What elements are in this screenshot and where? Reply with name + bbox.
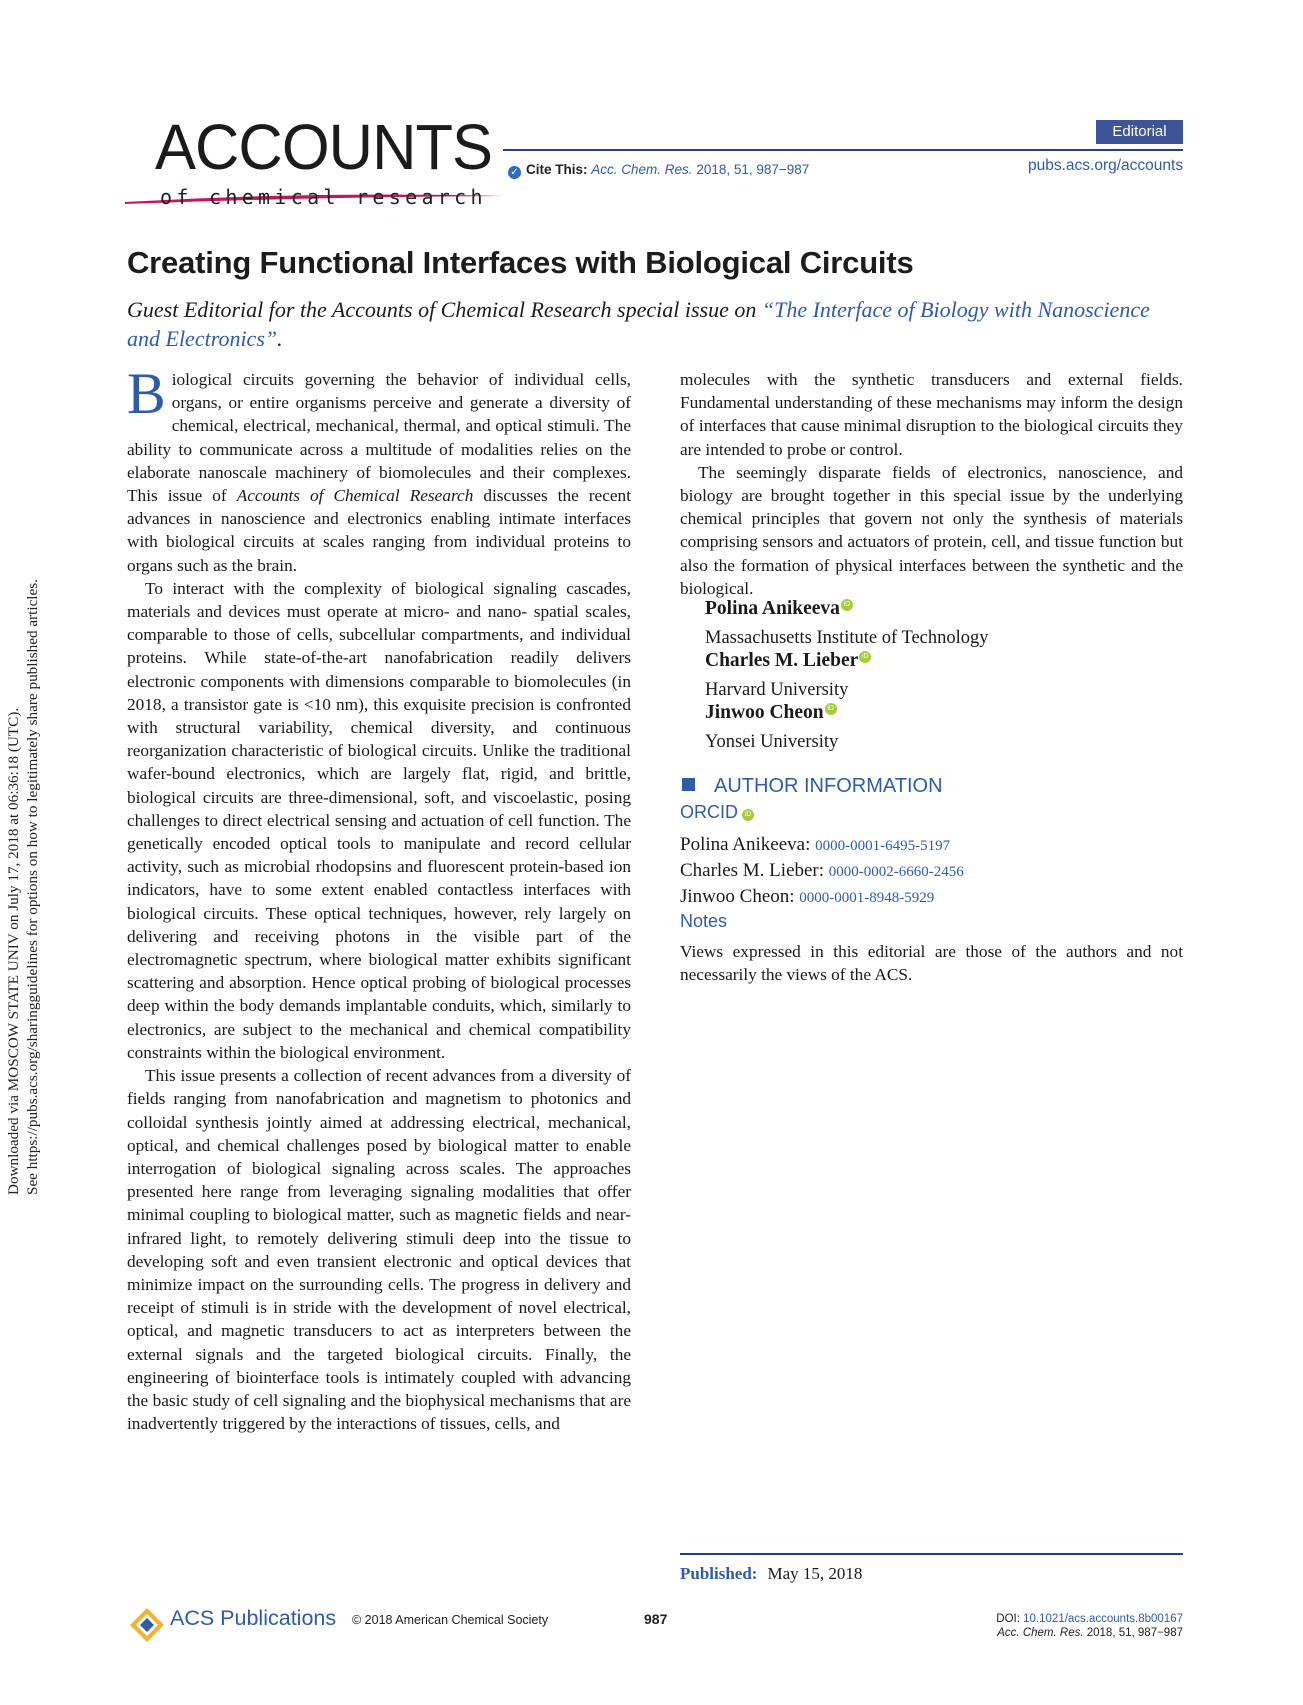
author-signature-2: [705, 650, 871, 672]
cite-this[interactable]: [508, 161, 809, 179]
orcid-icon[interactable]: iD: [841, 599, 853, 611]
citation-journal: Acc. Chem. Res.: [997, 1627, 1084, 1639]
subtitle-prefix: Guest Editorial for the Accounts of Chemical Research special issue on: [127, 297, 762, 322]
orcid-icon[interactable]: iD: [859, 651, 871, 663]
doi-label: DOI:: [996, 1613, 1020, 1625]
author-name: Polina Anikeeva: [705, 598, 840, 619]
notes-text: Views expressed in this editorial are those of the authors and not necessarily the views of the ACS.: [680, 942, 1183, 985]
citation-line: [900, 1626, 1183, 1640]
cite-reference[interactable]: [591, 162, 809, 177]
author-signature-3: [705, 702, 837, 724]
orcid-icon[interactable]: iD: [825, 703, 837, 715]
author-information-label: AUTHOR INFORMATION: [714, 775, 943, 797]
published-date: [680, 1564, 862, 1584]
paragraph-1-text-a: iological circuits governing the behavior of individual cells, organs, or entire organisms perceive and generate a diversity of chemical, electrical, mechanical, thermal, and optical stimuli. The ability to communicate across a multitude of modalities relies on the elaborate nanoscale machinery of biomolecules and their complexes. This issue of: [127, 370, 631, 506]
published-label: Published:: [680, 1564, 758, 1583]
special-issue-link[interactable]: “The Interface of Biology with Nanoscience and Electronics”: [127, 297, 1150, 351]
orcid-row-1: Polina Anikeeva: 0000-0001-6495-5197: [680, 834, 951, 855]
doi-line: [900, 1612, 1183, 1626]
paragraph-1-text-b: discusses the recent advances in nanoscience and electronics enabling intimate interfaces with biological circuits at scales ranging from individual proteins to organs such as the brain.: [127, 486, 631, 575]
article-subtitle: [127, 295, 1187, 353]
orcid-author-name: Polina Anikeeva: [680, 834, 806, 855]
journal-logo[interactable]: ACCOUNTS: [155, 111, 493, 183]
copyright: © 2018 American Chemical Society: [352, 1613, 549, 1627]
paragraph-4: The seemingly disparate fields of electronics, nanoscience, and biology are brought together in this special issue by the underlying chemical principles that govern not only the synthesis of materials comprising sensors and actuators of protein, cell, and tissue function but also the formation of physical interfaces between the synthetic and the biological.: [680, 462, 1183, 598]
orcid-row-2: Charles M. Lieber: 0000-0002-6660-2456: [680, 860, 964, 881]
journal-logo-subtitle: of chemical research: [160, 185, 487, 209]
orcid-icon: iD: [742, 809, 754, 821]
paragraph-1: [127, 361, 631, 577]
drop-cap: B: [127, 361, 166, 426]
author-affiliation-3: Yonsei University: [705, 732, 839, 752]
subtitle-suffix: .: [277, 326, 283, 351]
body-column-right: [680, 368, 1183, 600]
header-divider: [503, 149, 1183, 151]
doi-block: [900, 1612, 1183, 1640]
paragraph-3-continued: molecules with the synthetic transducers and external fields. Fundamental understanding of these mechanisms may inform the design of interfaces that cause minimal disruption to the biological circuits they are intended to probe or control.: [680, 370, 1183, 459]
author-name: Charles M. Lieber: [705, 650, 859, 671]
section-square-icon: [682, 778, 695, 791]
cite-label: Cite This:: [526, 162, 588, 177]
author-name: Jinwoo Cheon: [705, 702, 824, 723]
author-signature-1: [705, 598, 853, 620]
notes-heading: Notes: [680, 911, 728, 931]
checkmark-icon: ✓: [508, 166, 521, 179]
cite-journal: Acc. Chem. Res.: [591, 162, 693, 177]
author-information-heading: [682, 775, 943, 798]
journal-url-link[interactable]: pubs.acs.org/accounts: [1028, 157, 1184, 174]
paragraph-3: This issue presents a collection of recent advances from a diversity of fields ranging from nanofabrication and magnetism to photonics and colloidal synthesis jointly aimed at addressing electrical, mechanical, optical, and chemical challenges posed by biological matter to enable interrogation of biological signaling across scales. The approaches presented here range from leveraging signaling modalities that offer minimal coupling to biological matter, such as magnetic fields and near-infrared light, to remotely delivering stimuli deep into the tissue to developing soft and even transient electronic and optical devices that minimize impact on the surrounding cells. The progress in delivery and receipt of stimuli is in stride with the development of novel electrical, optical, and magnetic transducers to act as interpreters between the external signals and the targeted biological circuits. Finally, the engineering of biointerface tools is intimately coupled with advancing the basic study of cell signaling and the biophysical mechanisms that are inadvertently triggered by the interactions of tissues, cells, and: [127, 1066, 631, 1434]
author-affiliation-1: Massachusetts Institute of Technology: [705, 628, 989, 648]
acs-logo-icon[interactable]: [127, 1605, 167, 1645]
orcid-author-name: Jinwoo Cheon: [680, 886, 790, 907]
citation-details: 2018, 51, 987−987: [1086, 1627, 1183, 1639]
download-notice-line-1: Downloaded via MOSCOW STATE UNIV on July 17, 2018 at 06:36:18 (UTC).: [5, 707, 22, 1195]
article-title: Creating Functional Interfaces with Biological Circuits: [127, 245, 914, 280]
orcid-link[interactable]: 0000-0002-6660-2456: [828, 864, 964, 880]
orcid-heading-label: ORCID: [680, 802, 738, 822]
orcid-link[interactable]: 0000-0001-6495-5197: [815, 838, 951, 854]
published-divider: [680, 1553, 1183, 1555]
page-number: 987: [644, 1611, 668, 1627]
orcid-heading: [680, 802, 754, 823]
acs-publications-logo-text[interactable]: ACS Publications: [170, 1606, 337, 1630]
cite-details: 2018, 51, 987−987: [696, 162, 810, 177]
orcid-row-3: Jinwoo Cheon: 0000-0001-8948-5929: [680, 886, 935, 907]
journal-name-italic: Accounts of Chemical Research: [236, 486, 474, 506]
author-affiliation-2: Harvard University: [705, 680, 849, 700]
download-notice-line-2: See https://pubs.acs.org/sharingguidelines for options on how to legitimately share published articles.: [24, 579, 41, 1195]
article-type-badge: Editorial: [1096, 120, 1183, 144]
orcid-link[interactable]: 0000-0001-8948-5929: [799, 890, 935, 906]
paragraph-2: To interact with the complexity of biological signaling cascades, materials and devices must operate at micro- and nano- spatial scales, comparable to those of cells, subcellular compartments, and individual proteins. While state-of-the-art nanofabrication readily delivers electronic components with dimensions comparable to biomolecules (in 2018, a transistor gate is <10 nm), this exquisite precision is confronted with structural variability, chemical diversity, and continuous reorganization characteristic of biological circuits. Unlike the traditional wafer-bound electronics, which are largely flat, rigid, and brittle, biological circuits are three-dimensional, soft, and viscoelastic, posing challenges to direct electrical sensing and actuation of cell function. The genetically encoded optical tools to manipulate and record cellular activity, such as microbial rhodopsins and fluorescent protein-based ion indicators, have to some extent enabled contactless interfaces with biological circuits. These optical techniques, however, rely largely on delivering and receiving photons in the visible part of the electromagnetic spectrum, where biological matter exhibits significant scattering and absorption. Hence optical probing of biological processes deep within the body demands implantable conduits, which, similarly to electronics, are subject to the mechanical and chemical compatibility constraints within the biological environment.: [127, 578, 631, 1062]
body-column-left: [127, 361, 631, 1435]
download-notice: [4, 115, 42, 1195]
orcid-author-name: Charles M. Lieber: [680, 860, 819, 881]
doi-link[interactable]: 10.1021/acs.accounts.8b00167: [1023, 1613, 1183, 1625]
published-value: May 15, 2018: [767, 1564, 863, 1583]
